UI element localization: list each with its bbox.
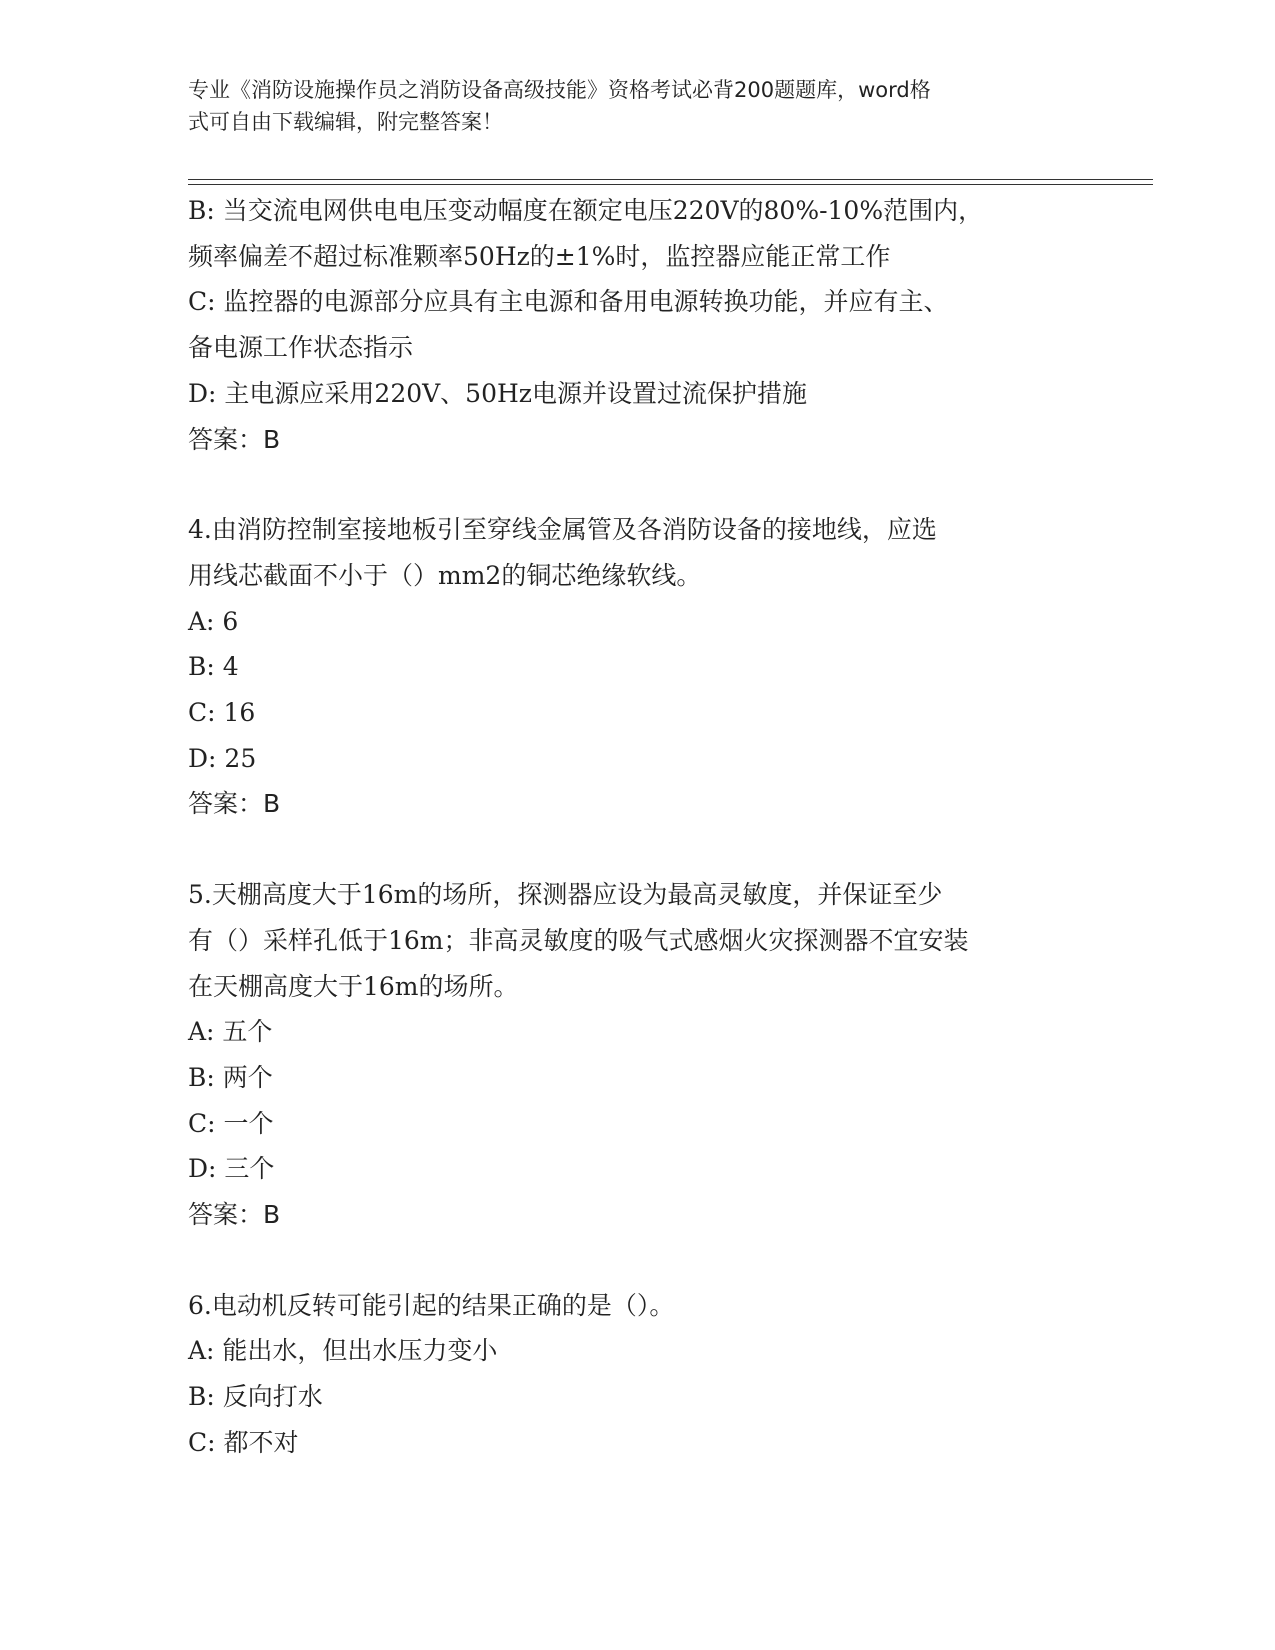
option-b-line-2: 频率偏差不超过标准颗率50Hz的±1%时，监控器应能正常工作 xyxy=(188,241,891,271)
header-line-1: 专业《消防设施操作员之消防设备高级技能》资格考试必背200题题库，word格 xyxy=(188,78,931,102)
option-d: D: 主电源应采用220V、50Hz电源并设置过流保护措施 xyxy=(188,378,807,408)
question-3-tail xyxy=(188,188,1088,462)
option-a: A: 五个 xyxy=(188,1017,273,1047)
option-b: B: 反向打水 xyxy=(188,1382,323,1412)
question-stem-line-1: 4.由消防控制室接地板引至穿线金属管及各消防设备的接地线，应选 xyxy=(188,515,937,545)
option-a: A: 能出水，但出水压力变小 xyxy=(188,1336,498,1366)
option-c-line-2: 备电源工作状态指示 xyxy=(188,333,414,363)
question-stem-line-2: 有（）采样孔低于16m；非高灵敏度的吸气式感烟火灾探测器不宜安装 xyxy=(188,925,969,955)
question-stem-line-1: 5.天棚高度大于16m的场所，探测器应设为最高灵敏度，并保证至少 xyxy=(188,880,943,910)
question-stem-line-1: 6.电动机反转可能引起的结果正确的是（）。 xyxy=(188,1290,675,1320)
spacer xyxy=(188,1238,1088,1283)
option-b: B: 4 xyxy=(188,652,239,682)
option-c: C: 都不对 xyxy=(188,1427,299,1457)
answer-label: 答案：B xyxy=(188,789,281,819)
header-divider-bottom xyxy=(188,184,1153,185)
option-c: C: 16 xyxy=(188,698,256,728)
question-6 xyxy=(188,1283,1088,1466)
header-line-2: 式可自由下载编辑，附完整答案！ xyxy=(188,110,503,134)
question-4 xyxy=(188,507,1088,827)
answer-label: 答案：B xyxy=(188,1200,281,1230)
option-b-line-1: B: 当交流电网供电电压变动幅度在额定电压220V的80%-10%范围内， xyxy=(188,196,984,225)
header-divider-top xyxy=(188,179,1153,180)
question-stem-line-3: 在天棚高度大于16m的场所。 xyxy=(188,971,519,1001)
option-a: A: 6 xyxy=(188,606,239,636)
question-5 xyxy=(188,872,1088,1238)
option-c: C: 一个 xyxy=(188,1108,274,1138)
question-stem-line-2: 用线芯截面不小于（）mm2的铜芯绝缘软线。 xyxy=(188,560,702,590)
option-c-line-1: C: 监控器的电源部分应具有主电源和备用电源转换功能，并应有主、 xyxy=(188,287,949,317)
spacer xyxy=(188,827,1088,872)
option-d: D: 三个 xyxy=(188,1154,275,1184)
question-content xyxy=(188,188,1088,1466)
option-d: D: 25 xyxy=(188,743,257,773)
answer-label: 答案：B xyxy=(188,424,281,454)
option-b: B: 两个 xyxy=(188,1062,273,1092)
spacer xyxy=(188,462,1088,507)
document-header xyxy=(188,74,1088,138)
